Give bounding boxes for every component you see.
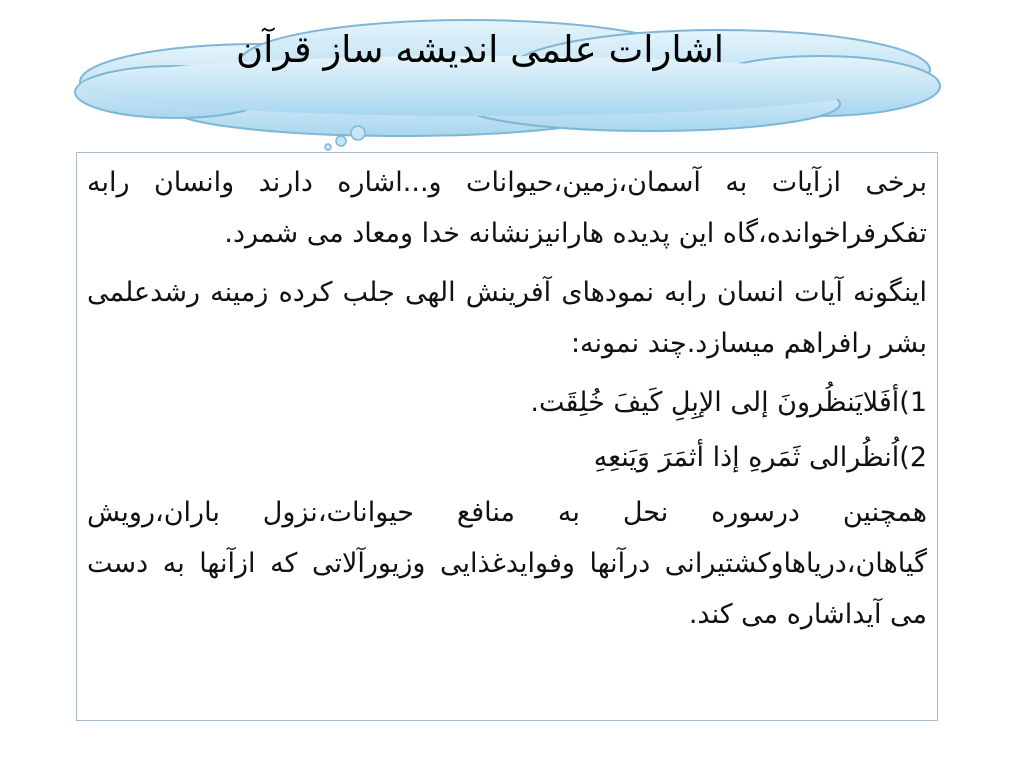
paragraph-intro: برخی ازآیات به آسمان،زمین،حیوانات و...اشاره دارند وانسان رابه تفکرفراخوانده،گاه این پدیده هارانیزنشانه خدا ومعاد می شمرد. bbox=[87, 167, 927, 249]
paragraph-nahl: همچنین درسوره نحل به منافع حیوانات،نزول باران،رویش گیاهان،دریاهاوکشتیرانی درآنها وفوایدغذایی وزیورآلاتی که ازآنها به دست می آیداشاره می کند. bbox=[87, 497, 927, 630]
slide-title: اشارات علمی اندیشه ساز قرآن bbox=[236, 28, 724, 71]
paragraph-examples-intro: اینگونه آیات انسان رابه نمودهای آفرینش الهی جلب کرده زمینه رشدعلمی بشر رافراهم میسازد.چند نمونه: bbox=[87, 277, 927, 359]
content-frame bbox=[76, 152, 938, 721]
verse-item-1: 1)أفَلایَنظُرونَ إلی الإبِلِ کَیفَ خُلِقَت. bbox=[530, 387, 927, 418]
title-cloud-shape bbox=[0, 0, 1024, 160]
verse-item-2: 2)اُنظُرالی ثَمَرهِ إذا أثمَرَ وَیَنعِهِ bbox=[593, 442, 927, 473]
